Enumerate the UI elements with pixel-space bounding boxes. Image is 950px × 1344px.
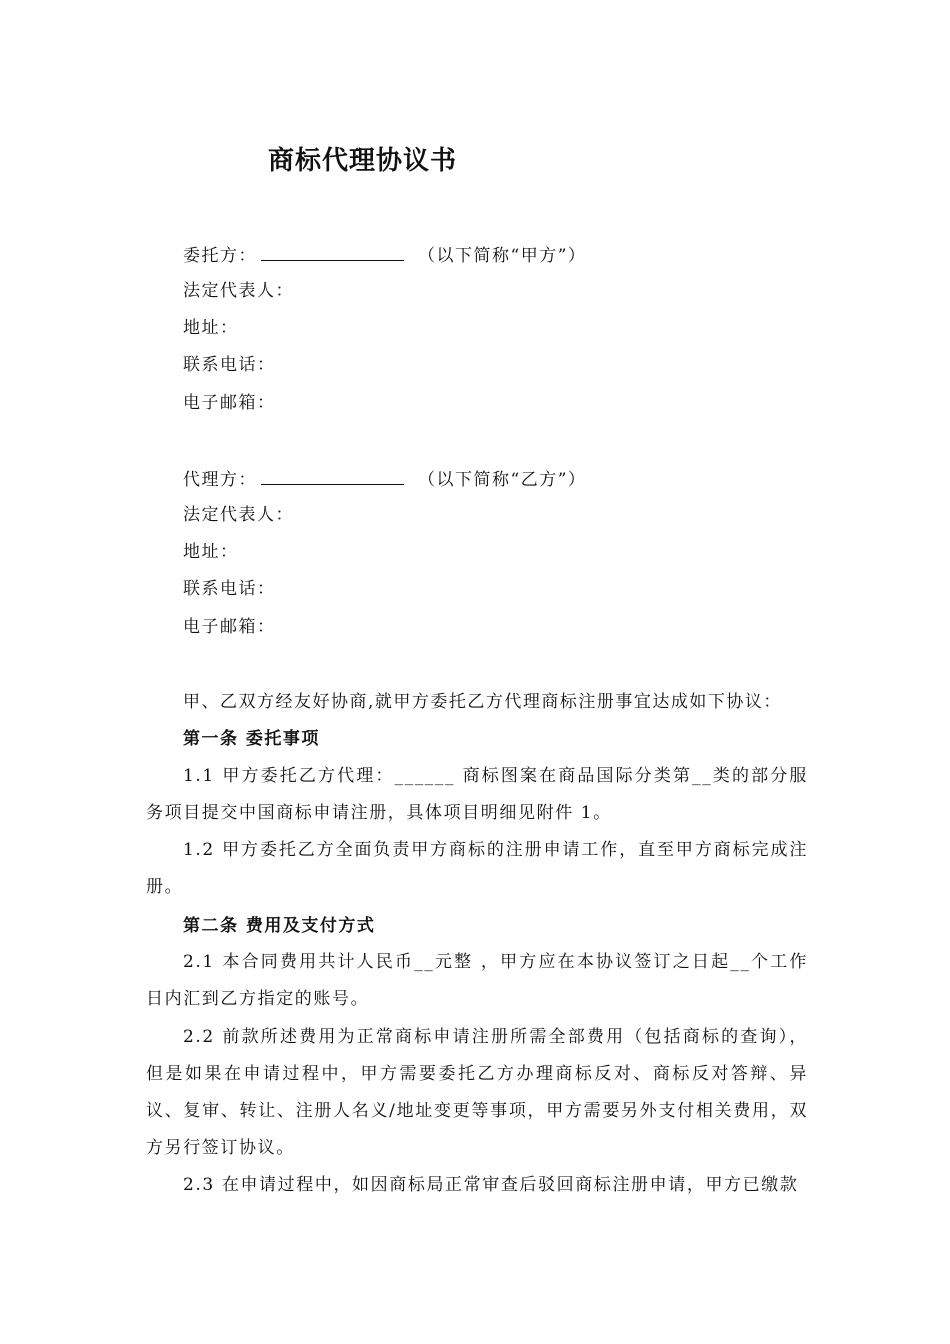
party-a-address: 地址： [183,318,239,338]
agreement-intro: 甲、乙双方经友好协商,就甲方委托乙方代理商标注册事宜达成如下协议： [183,692,782,712]
party-b-label: 代理方： [183,470,257,490]
party-a-name-blank[interactable] [261,242,404,261]
party-a-line [183,242,586,267]
party-a-email: 电子邮箱： [183,393,276,413]
article-2-heading: 第二条 费用及支付方式 [183,916,376,936]
article-1-clause-1: 1.1 甲方委托乙方代理：______ 商标图案在商品国际分类第__类的部分服务项目提交中国商标申请注册，具体项目明细见附件 1。 [146,766,808,823]
article-2-clause-1: 2.1 本合同费用共计人民币__元整 ，甲方应在本协议签订之日起__个工作日内汇到乙方指定的账号。 [146,952,808,1009]
article-1-clause-2: 1.2 甲方委托乙方全面负责甲方商标的注册申请工作，直至甲方商标完成注册。 [146,840,808,897]
party-a-label: 委托方： [183,246,257,266]
article-1-heading: 第一条 委托事项 [183,729,320,749]
article-2-clause-3: 2.3 在申请过程中，如因商标局正常审查后驳回商标注册申请，甲方已缴款 [183,1175,799,1195]
party-b-representative: 法定代表人： [183,505,294,525]
party-b-phone: 联系电话： [183,579,276,599]
party-a-phone: 联系电话： [183,355,276,375]
party-b-email: 电子邮箱： [183,617,276,637]
party-b-address: 地址： [183,542,239,562]
party-b-name-blank[interactable] [261,466,404,485]
article-2-clause-2: 2.2 前款所述费用为正常商标申请注册所需全部费用（包括商标的查询），但是如果在申请过程中，甲方需要委托乙方办理商标反对、商标反对答辩、异议、复审、转让、注册人名义/地址变更等事项，甲方需要另外支付相关费用，双方另行签订协议。 [146,1027,808,1158]
party-a-representative: 法定代表人： [183,281,294,301]
party-b-line [183,466,586,491]
party-a-alias: （以下简称“甲方”） [418,246,587,266]
document-title: 商标代理协议书 [268,146,458,176]
party-b-alias: （以下简称“乙方”） [418,470,587,490]
